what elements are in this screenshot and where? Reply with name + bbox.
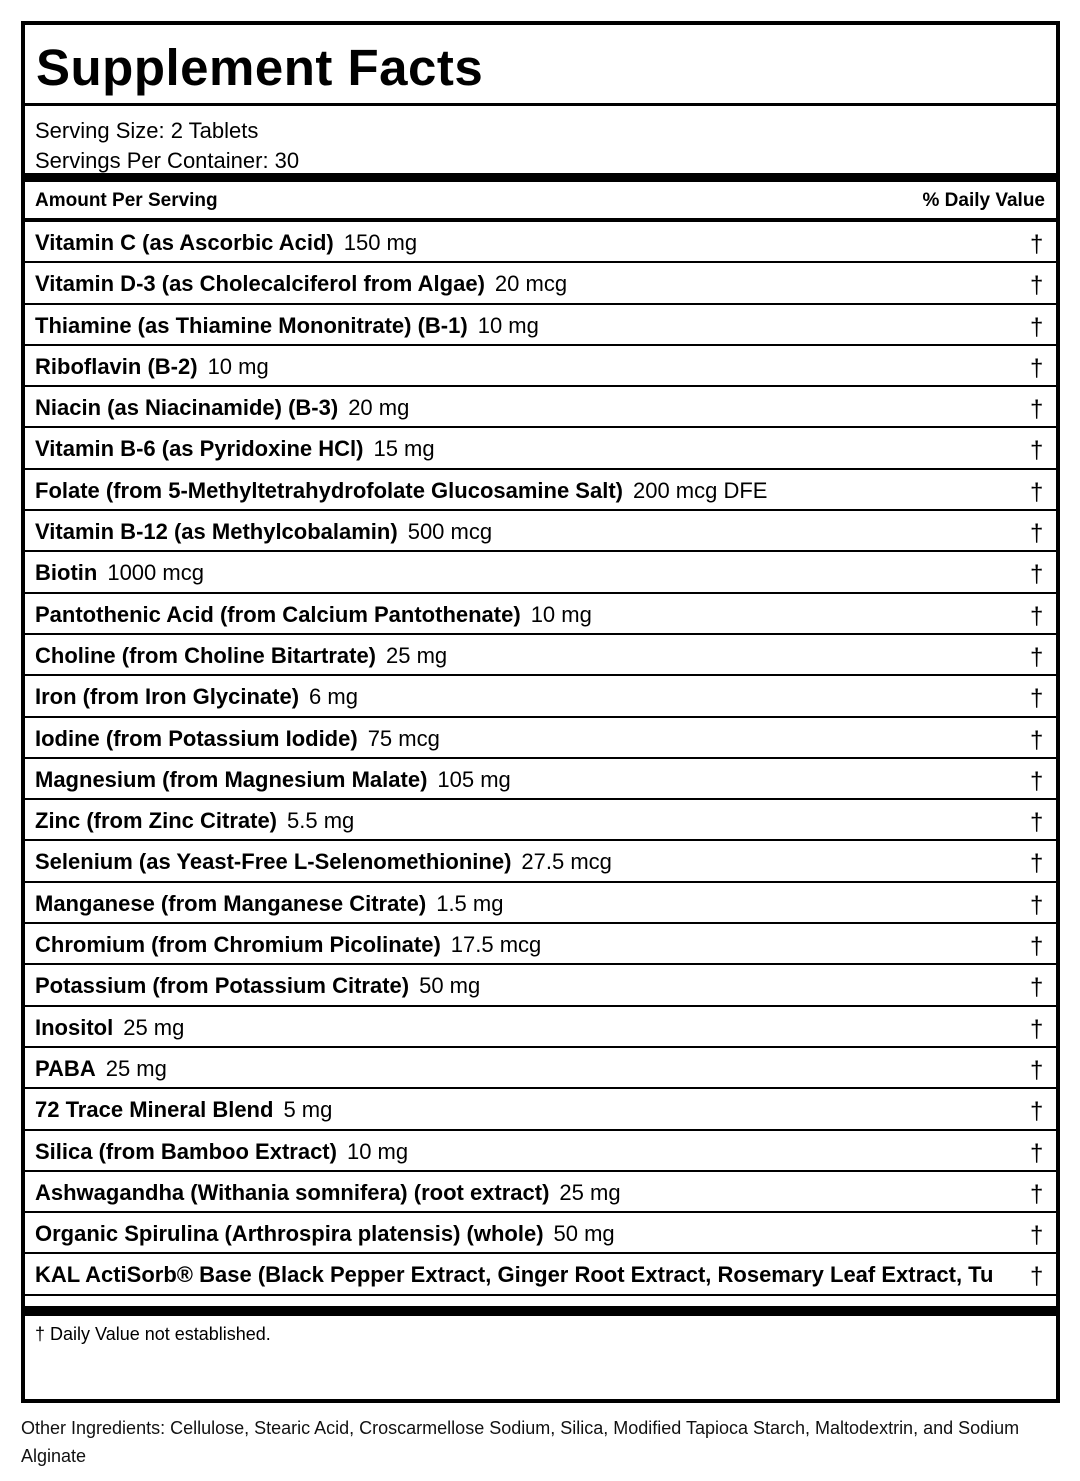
amount-per-serving-header: Amount Per Serving (35, 190, 218, 211)
ingredient-amount: 10 mg (530, 601, 592, 627)
table-row (25, 1048, 1056, 1089)
table-row (25, 346, 1056, 387)
ingredient-name: Chromium (from Chromium Picolinate) (35, 932, 441, 958)
ingredient-content (35, 1007, 184, 1049)
table-row (25, 924, 1056, 965)
ingredient-amount: 15 mg (373, 436, 435, 462)
daily-value-dagger: † (1030, 396, 1044, 424)
ingredient-name: Manganese (from Manganese Citrate) (35, 890, 427, 916)
ingredient-content (35, 1254, 1003, 1296)
ingredient-name: Riboflavin (B-2) (35, 353, 198, 379)
table-row (25, 1254, 1056, 1295)
ingredient-name: Silica (from Bamboo Extract) (35, 1138, 337, 1164)
ingredient-name: Organic Spirulina (Arthrospira platensis) (whole) (35, 1221, 544, 1247)
ingredient-name: Choline (from Choline Bitartrate) (35, 642, 377, 668)
serving-info (25, 106, 1056, 182)
daily-value-dagger: † (1030, 231, 1044, 258)
ingredient-amount: 1000 mcg (107, 560, 204, 586)
ingredient-amount: 75 mcg (367, 725, 440, 751)
ingredient-amount: 500 mcg (407, 519, 493, 545)
ingredient-amount: 6 mg (309, 684, 358, 710)
daily-value-dagger: † (1030, 974, 1044, 1002)
ingredient-name: Vitamin C (as Ascorbic Acid) (35, 230, 334, 255)
daily-value-dagger: † (1030, 602, 1044, 630)
ingredient-amount: 25 mg (559, 1179, 621, 1205)
ingredient-content (35, 470, 767, 512)
servings-per-container: Servings Per Container: 30 (35, 148, 300, 173)
ingredient-amount: 150 mg (343, 230, 418, 255)
daily-value-dagger: † (1030, 354, 1044, 382)
daily-value-dagger: † (1030, 478, 1044, 506)
ingredient-name: Vitamin D-3 (as Cholecalciferol from Algae) (35, 271, 485, 297)
ingredient-name: Vitamin B-6 (as Pyridoxine HCl) (35, 436, 364, 462)
daily-value-dagger: † (1030, 1098, 1044, 1126)
ingredient-amount: 20 mg (348, 395, 410, 421)
ingredient-content (35, 594, 592, 636)
ingredient-name: Iron (from Iron Glycinate) (35, 684, 300, 710)
ingredient-content (35, 924, 541, 966)
ingredient-amount: 50 mg (419, 973, 481, 999)
table-row (25, 222, 1056, 263)
table-row (25, 759, 1056, 800)
ingredient-amount: 25 mg (386, 642, 448, 668)
daily-value-dagger: † (1030, 1015, 1044, 1043)
daily-value-dagger: † (1030, 1056, 1044, 1084)
ingredient-amount: 10 mg (477, 312, 539, 338)
ingredient-name: Thiamine (as Thiamine Mononitrate) (B-1) (35, 312, 468, 338)
daily-value-dagger: † (1030, 1263, 1044, 1291)
daily-value-dagger: † (1030, 891, 1044, 919)
ingredient-content (35, 1131, 408, 1173)
ingredient-amount: 17.5 mcg (450, 932, 542, 958)
ingredient-content (35, 387, 409, 429)
ingredient-name: Zinc (from Zinc Citrate) (35, 808, 278, 834)
table-header (25, 182, 1056, 222)
ingredient-amount: 50 mg (553, 1221, 615, 1247)
daily-value-dagger: † (1030, 767, 1044, 795)
other-ingredients: Other Ingredients: Cellulose, Stearic Acid, Croscarmellose Sodium, Silica, Modified Tapioca Starch, Maltodextrin, and Sodium Alginate (21, 1418, 1020, 1466)
ingredient-content (35, 883, 503, 925)
table-row (25, 1131, 1056, 1172)
ingredient-list (25, 222, 1056, 1296)
table-row (25, 841, 1056, 882)
daily-value-dagger: † (1030, 933, 1044, 961)
panel-title: Supplement Facts (25, 25, 1056, 106)
daily-value-dagger: † (1030, 726, 1044, 754)
ingredient-name: Ashwagandha (Withania somnifera) (root extract) (35, 1179, 550, 1205)
ingredient-content (35, 759, 511, 801)
ingredient-name: Selenium (as Yeast-Free L-Selenomethionine) (35, 849, 512, 875)
daily-value-dagger: † (1030, 850, 1044, 878)
ingredient-content (35, 222, 417, 264)
ingredient-amount: 25 mg (123, 1014, 185, 1040)
table-row (25, 428, 1056, 469)
ingredient-amount: 27.5 mcg (521, 849, 612, 875)
table-row (25, 1172, 1056, 1213)
ingredient-content (35, 1172, 621, 1214)
ingredient-name: Niacin (as Niacinamide) (B-3) (35, 395, 339, 421)
ingredient-content (35, 1048, 167, 1090)
table-row (25, 965, 1056, 1006)
daily-value-dagger: † (1030, 1222, 1044, 1250)
table-row (25, 1089, 1056, 1130)
table-row (25, 594, 1056, 635)
ingredient-amount: 5 mg (283, 1097, 333, 1123)
ingredient-content (35, 676, 358, 718)
ingredient-content (35, 511, 492, 553)
table-row (25, 387, 1056, 428)
daily-value-dagger: † (1030, 520, 1044, 548)
table-row (25, 470, 1056, 511)
daily-value-header: % Daily Value (922, 190, 1045, 211)
ingredient-amount: 10 mg (346, 1138, 409, 1164)
ingredient-name: Potassium (from Potassium Citrate) (35, 973, 410, 999)
daily-value-dagger: † (1030, 437, 1044, 465)
ingredient-name: Inositol (35, 1014, 114, 1040)
ingredient-amount: 5.5 mg (287, 808, 355, 834)
ingredient-name: Iodine (from Potassium Iodide) (35, 725, 358, 751)
table-row (25, 718, 1056, 759)
ingredient-content (35, 305, 539, 347)
table-row (25, 800, 1056, 841)
table-row (25, 1007, 1056, 1048)
ingredient-name: Pantothenic Acid (from Calcium Pantothenate) (35, 601, 521, 627)
daily-value-dagger: † (1030, 272, 1044, 300)
table-row (25, 552, 1056, 593)
ingredient-name: Folate (from 5-Methyltetrahydrofolate Glucosamine Salt) (35, 477, 623, 503)
table-row (25, 676, 1056, 717)
daily-value-footnote: † Daily Value not established. (35, 1323, 271, 1344)
daily-value-dagger: † (1030, 561, 1044, 589)
ingredient-content (35, 552, 204, 594)
ingredient-content (35, 346, 269, 388)
thick-divider (25, 1306, 1056, 1316)
ingredient-amount: 105 mg (437, 766, 511, 792)
ingredient-amount: 200 mcg DFE (632, 477, 768, 503)
ingredient-content (35, 1213, 615, 1255)
daily-value-dagger: † (1030, 1139, 1044, 1167)
ingredient-content (35, 800, 354, 842)
ingredient-amount: 1.5 mg (436, 890, 504, 916)
daily-value-dagger: † (1030, 313, 1044, 341)
ingredient-content (35, 428, 435, 470)
table-row (25, 883, 1056, 924)
ingredient-name: Vitamin B-12 (as Methylcobalamin) (35, 519, 398, 545)
ingredient-amount: 10 mg (207, 353, 269, 379)
table-row (25, 511, 1056, 552)
daily-value-dagger: † (1030, 643, 1044, 671)
ingredient-name: 72 Trace Mineral Blend (35, 1097, 274, 1123)
supplement-facts-panel (21, 21, 1060, 1403)
daily-value-dagger: † (1030, 809, 1044, 837)
ingredient-content (35, 635, 447, 677)
table-row (25, 635, 1056, 676)
ingredient-name: KAL ActiSorb® Base (Black Pepper Extract, Ginger Root Extract, Rosemary Leaf Extract, Tu (35, 1262, 994, 1288)
table-row (25, 1213, 1056, 1254)
serving-size: Serving Size: 2 Tablets (35, 118, 259, 143)
daily-value-dagger: † (1030, 1180, 1044, 1208)
ingredient-name: Biotin (35, 560, 98, 586)
ingredient-amount: 20 mcg (494, 271, 568, 297)
ingredient-amount: 25 mg (105, 1055, 167, 1081)
ingredient-name: PABA (35, 1055, 96, 1081)
ingredient-content (35, 841, 612, 883)
ingredient-content (35, 1089, 332, 1131)
ingredient-content (35, 263, 567, 305)
ingredient-name: Magnesium (from Magnesium Malate) (35, 766, 428, 792)
table-row (25, 305, 1056, 346)
ingredient-content (35, 965, 480, 1007)
daily-value-dagger: † (1030, 685, 1044, 713)
table-row (25, 263, 1056, 304)
ingredient-content (35, 718, 440, 760)
